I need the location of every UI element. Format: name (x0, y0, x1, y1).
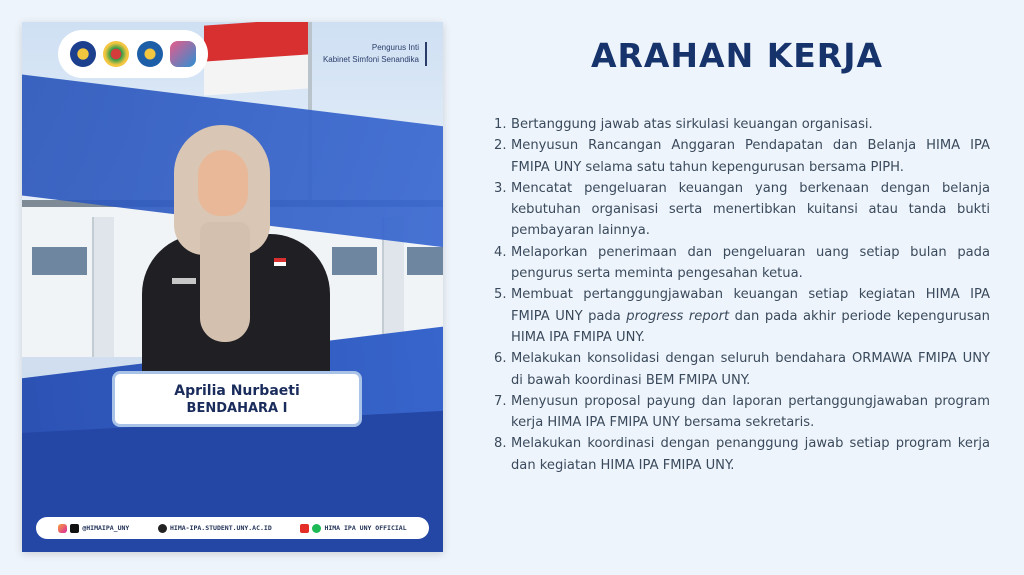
social-handle: @HIMAIPA_UNY (82, 524, 130, 532)
logo-bar (58, 30, 208, 78)
building-window (407, 247, 443, 275)
cabinet-label (323, 42, 427, 66)
person-face (198, 150, 248, 216)
social-youtube-spotify (300, 524, 406, 533)
name-card (112, 371, 362, 427)
list-item: 2. Menyusun Rancangan Anggaran Pendapatan dan Belanja HIMA IPA FMIPA UNY selama satu tahun kepengurusan bersama PIPH. (494, 138, 990, 175)
name-tag (172, 278, 196, 284)
instagram-icon (58, 524, 67, 533)
list-item: 6. Melakukan konsolidasi dengan seluruh bendahara ORMAWA FMIPA UNY di bawah koordinasi BEM FMIPA UNY. (494, 351, 990, 388)
list-item: 4. Melaporkan penerimaan dan pengeluaran uang setiap bulan pada pengurus serta meminta pengesahan ketua. (494, 244, 990, 282)
person-name: Aprilia Nurbaeti (174, 382, 300, 399)
list-item-text: Membuat pertanggungjawaban keuangan setiap kegiatan HIMA IPA FMIPA UNY pada progress report dan pada akhir periode kepengurusan HIMA IPA FMIPA UNY. (511, 287, 990, 345)
social-bar (36, 517, 429, 539)
hima-logo-icon (103, 41, 129, 67)
page-title: ARAHAN KERJA (590, 36, 884, 75)
profile-poster (22, 22, 443, 552)
youtube-icon (300, 524, 309, 533)
person-role: BENDAHARA I (186, 400, 288, 416)
task-list (494, 114, 990, 476)
spotify-icon (312, 524, 321, 533)
social-website (158, 524, 272, 533)
building-pillar (92, 217, 114, 357)
cabinet-label-line2: Kabinet Simfoni Senandika (322, 55, 419, 64)
list-item: 3. Mencatat pengeluaran keuangan yang berkenaan dengan belanja kebutuhan organisasi serta menertibkan kuitansi atau tanda bukti pembayaran lainnya. (494, 180, 990, 239)
list-item: 7. Menyusun proposal payung dan laporan pertanggungjawaban program kerja HIMA IPA FMIPA UNY bersama sekretaris. (494, 393, 990, 431)
building-window (332, 247, 377, 275)
cabinet-label-line1: Pengurus Inti (371, 43, 419, 52)
building-window (32, 247, 87, 275)
fmipa-logo-icon (137, 41, 163, 67)
list-item: 8. Melakukan koordinasi dengan penanggung jawab setiap program kerja dan kegiatan HIMA IPA FMIPA UNY. (494, 436, 990, 473)
uny-logo-icon (70, 41, 96, 67)
social-instagram-tiktok (58, 524, 129, 533)
cabinet-logo-icon (170, 41, 196, 67)
channel-name: HIMA IPA UNY OFFICIAL (324, 524, 407, 532)
website-url: HIMA-IPA.STUDENT.UNY.AC.ID (170, 524, 272, 532)
tiktok-icon (70, 524, 79, 533)
flag-badge-icon (274, 258, 286, 266)
web-icon (158, 524, 167, 533)
person-scarf (200, 222, 250, 342)
list-item: 1. Bertanggung jawab atas sirkulasi keuangan organisasi. (494, 117, 873, 132)
list-item: 5. Membuat pertanggungjawaban keuangan setiap kegiatan HIMA IPA FMIPA UNY pada progress report dan pada akhir periode kepengurusan HIMA IPA FMIPA UNY. (494, 284, 990, 348)
